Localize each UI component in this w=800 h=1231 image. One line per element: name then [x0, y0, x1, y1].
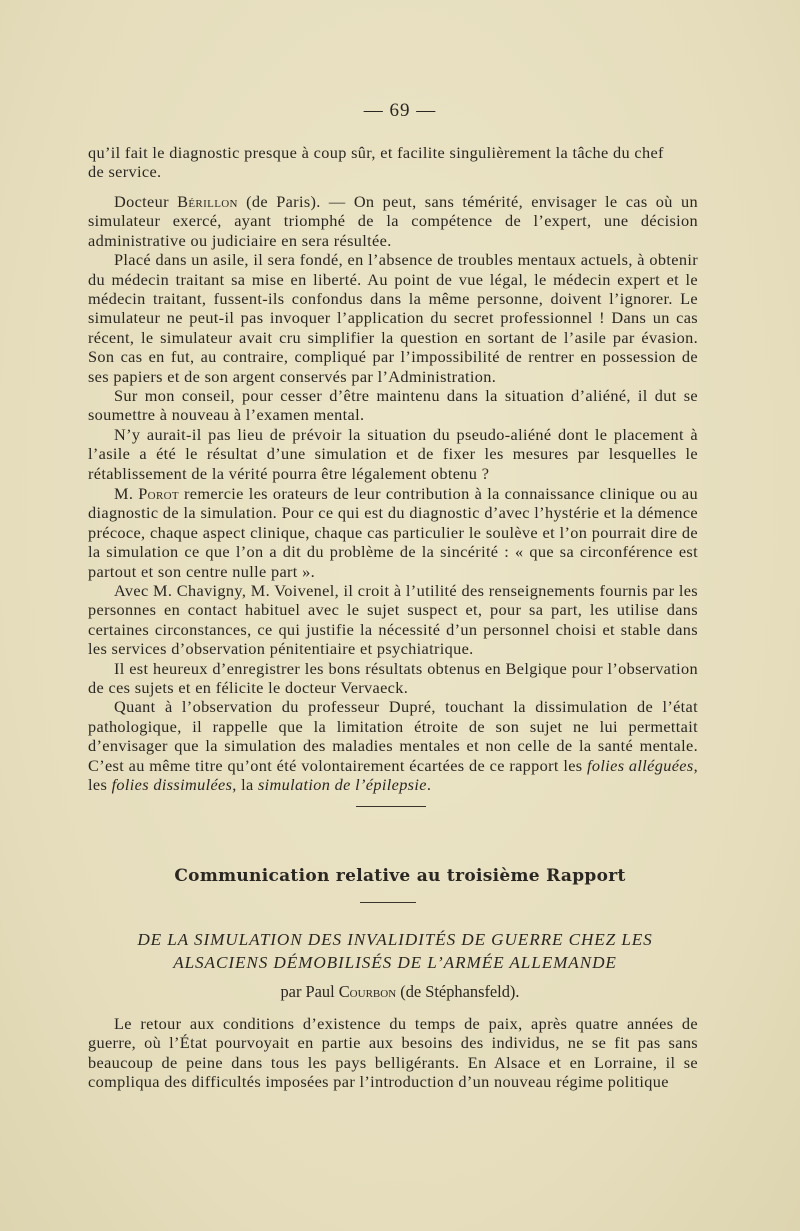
porot-paragraph-4	[88, 697, 698, 794]
article-byline	[0, 982, 800, 1002]
porot-paragraph-1	[88, 484, 698, 581]
porot-paragraph-3: Il est heureux d’enregistrer les bons résultats obtenus en Belgique pour l’observation de ces sujets et en félicite le docteur Vervaeck.	[88, 658, 698, 698]
berillon-paragraph-2: Placé dans un asile, il sera fondé, en l’absence de troubles mentaux actuels, à obtenir du médecin traitant sa mise en liberté. Au point de vue légal, le médecin expert et le médecin traitant, fussent-ils confondus dans la même personne, doivent l’ignorer. Le simulateur ne peut-il pas invoquer l’application du secret professionnel ! Dans un cas récent, le simulateur avait cru simplifier la question en sortant de l’asile par évasion. Son cas en fut, au contraire, compliqué par l’impossibilité de rentrer en possession de ses papiers et de son argent conservés par l’Administration.	[88, 250, 698, 386]
continuation-line-2: de service.	[88, 162, 162, 182]
porot-sep-3: .	[426, 775, 432, 795]
berillon-intro: Docteur	[114, 192, 178, 211]
berillon-name: Bérillon	[177, 192, 238, 211]
berillon-paragraph-4: N’y aurait-il pas lieu de prévoir la situation du pseudo-aliéné dont le placement à l’asile a été le résultat d’une simulation et de fixer les mesures par lesquelles le rétablissement de la vérité pourra être légalement obtenu ?	[88, 424, 698, 483]
page-number: — 69 —	[363, 100, 437, 121]
porot-italic-simulation-epilepsie: simulation de l’épilepsie	[258, 775, 427, 795]
porot-italic-folies-dissimulees: folies dissimulées	[111, 775, 233, 795]
continuation-line-1: qu’il fait le diagnostic presque à coup sûr, et facilite singulièrement la tâche du chef	[88, 143, 664, 162]
author-name: Courbon	[338, 982, 397, 1001]
porot-section	[88, 484, 698, 795]
continuation-paragraph	[88, 143, 698, 182]
article-title	[90, 928, 700, 974]
berillon-section	[88, 192, 698, 483]
berillon-paragraph-3: Sur mon conseil, pour cesser d’être maintenu dans la situation d’aliéné, il dut se soumettre à nouveau à l’examen mental.	[88, 386, 698, 425]
berillon-paragraph-1	[88, 192, 698, 250]
porot-paragraph-2: Avec M. Chavigny, M. Voivenel, il croit à l’utilité des renseignements fournis par les personnes en contact habituel avec le sujet suspect et, pour sa part, les utilise dans certaines circonstances, ce qui justifie la nécessité d’un personnel choisi et stable dans les services d’observation pénitentiaire et psychiatrique.	[88, 581, 698, 659]
article-body	[88, 1014, 698, 1092]
article-title-line-2: ALSACIENS DÉMOBILISÉS DE L’ARMÉE ALLEMANDE	[173, 953, 617, 972]
communication-heading: Communication relative au troisième Rapport	[174, 866, 626, 886]
porot-italic-folies-alleguees: folies alléguées	[587, 755, 694, 775]
heading-divider	[360, 902, 416, 903]
section-divider	[356, 806, 426, 807]
berillon-text-1: (de Paris). — On peut, sans témérité, envisager le cas où un simulateur exercé, ayant triomphé de la compétence de l’expert, une décision administrative ou judiciaire en sera résultée.	[88, 192, 698, 250]
porot-sep-2: , la	[232, 775, 258, 795]
porot-intro: M.	[114, 484, 139, 503]
porot-text-1: remercie les orateurs de leur contribution à la connaissance clinique ou au diagnostic de la simulation. Pour ce qui est du diagnostic d’avec l’hystérie et la démence précoce, chaque aspect clinique, chaque cas particulier le soulève et l’on pourrait dire de la simulation ce que l’on a dit du problème de la sincérité : « que sa circonférence est partout et son centre nulle part ».	[88, 484, 698, 581]
article-title-line-1: DE LA SIMULATION DES INVALIDITÉS DE GUERRE CHEZ LES	[137, 930, 653, 949]
porot-text-4: Quant à l’observation du professeur Dupré, touchant la dissimulation de l’état pathologique, il rappelle que la limitation étroite de son sujet ne lui permettait d’envisager que la simulation des maladies mentales et non celle de la santé mentale. C’est au même titre qu’ont été volontairement écartées de ce rapport les	[88, 697, 698, 775]
byline-affiliation: (de Stéphansfeld).	[396, 982, 520, 1001]
porot-sep-1: , les	[88, 755, 698, 795]
byline-prefix: par Paul	[280, 982, 339, 1001]
article-paragraph-1: Le retour aux conditions d’existence du temps de paix, après quatre années de guerre, où l’État pourvoyait en partie aux besoins des individus, ne se fit pas sans beaucoup de peine dans tous les pays belligérants. En Alsace et en Lorraine, il se compliqua des difficultés imposées par l’introduction d’un nouveau régime politique	[88, 1014, 698, 1092]
porot-name: Porot	[138, 484, 179, 503]
